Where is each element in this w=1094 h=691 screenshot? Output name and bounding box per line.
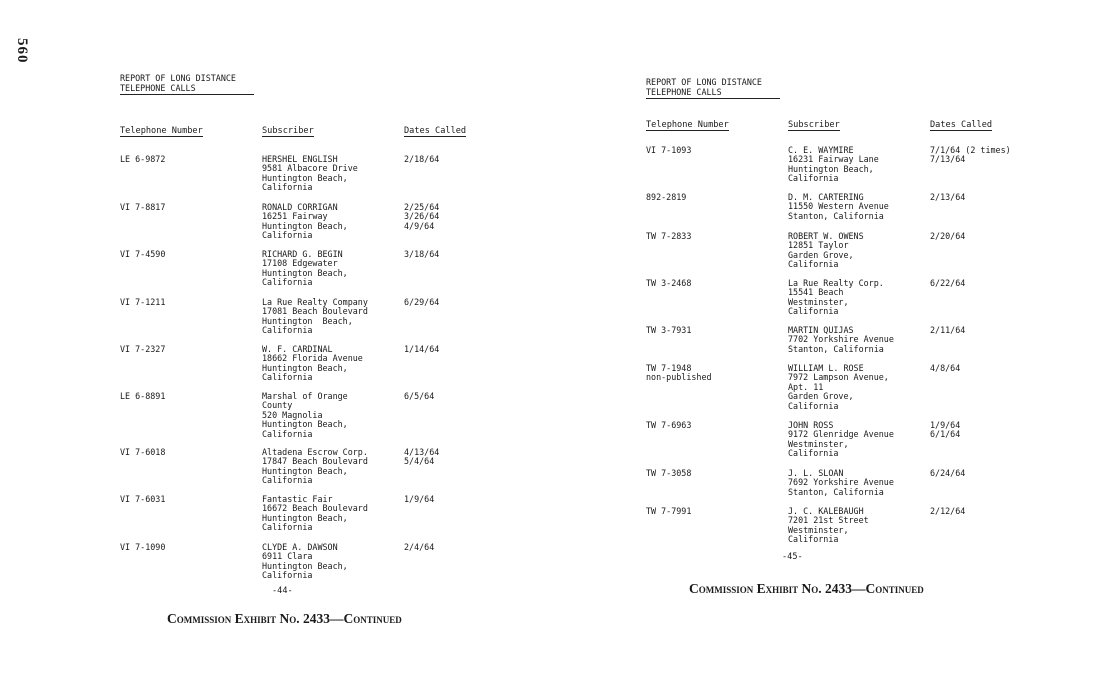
telephone-number-cell: TW 7-3058: [646, 468, 692, 478]
telephone-number-cell: VI 7-2327: [120, 344, 166, 354]
telephone-number-cell: TW 7-6963: [646, 420, 692, 430]
subscriber-cell: D. M. CARTERING 11550 Western Avenue Stanton, California: [788, 192, 889, 221]
dates-called-cell: 7/1/64 (2 times) 7/13/64: [930, 145, 1011, 165]
subscriber-cell: HERSHEL ENGLISH 9581 Albacore Drive Huntington Beach, California: [262, 154, 358, 193]
subscriber-cell: RICHARD G. BEGIN 17108 Edgewater Huntington Beach, California: [262, 249, 348, 288]
column-headers: [120, 126, 490, 138]
report-title: [646, 78, 780, 99]
dates-called-cell: 2/12/64: [930, 506, 966, 516]
subscriber-cell: W. F. CARDINAL 18662 Florida Avenue Huntington Beach, California: [262, 344, 363, 383]
header-telephone-number: Telephone Number: [646, 120, 729, 130]
subscriber-cell: JOHN ROSS 9172 Glenridge Avenue Westminster, California: [788, 420, 894, 459]
subscriber-cell: ROBERT W. OWENS 12851 Taylor Garden Grove, California: [788, 231, 864, 270]
telephone-number-cell: TW 7-2833: [646, 231, 692, 241]
telephone-number-cell: LE 6-9872: [120, 154, 166, 164]
dates-called-cell: 2/4/64: [404, 542, 435, 552]
subscriber-cell: J. C. KALEBAUGH 7201 21st Street Westminster, California: [788, 506, 869, 545]
telephone-number-cell: VI 7-8817: [120, 202, 166, 212]
telephone-number-cell: VI 7-6018: [120, 447, 166, 457]
left-page: [120, 73, 490, 581]
subscriber-cell: J. L. SLOAN 7692 Yorkshire Avenue Stanton, California: [788, 468, 894, 497]
dates-called-cell: 1/9/64 6/1/64: [930, 420, 961, 440]
dates-called-cell: 2/18/64: [404, 154, 440, 164]
dates-called-cell: 6/29/64: [404, 297, 440, 307]
subscriber-cell: WILLIAM L. ROSE 7972 Lampson Avenue, Apt. 11 Garden Grove, California: [788, 363, 889, 411]
report-title-line2: TELEPHONE CALLS: [120, 82, 196, 93]
dates-called-cell: 2/13/64: [930, 192, 966, 202]
header-dates-called: Dates Called: [930, 120, 993, 130]
dates-called-cell: 1/9/64: [404, 494, 435, 504]
dates-called-cell: 2/20/64: [930, 231, 966, 241]
telephone-number-cell: VI 7-1093: [646, 145, 692, 155]
subscriber-cell: La Rue Realty Corp. 15541 Beach Westminster, California: [788, 278, 884, 317]
dates-called-cell: 6/22/64: [930, 278, 966, 288]
dates-called-cell: 4/13/64 5/4/64: [404, 447, 440, 467]
subscriber-cell: RONALD CORRIGAN 16251 Fairway Huntington Beach, California: [262, 202, 348, 241]
subscriber-cell: CLYDE A. DAWSON 6911 Clara Huntington Beach, California: [262, 542, 348, 581]
dates-called-cell: 4/8/64: [930, 363, 961, 373]
subscriber-cell: MARTIN QUIJAS 7702 Yorkshire Avenue Stanton, California: [788, 325, 894, 354]
dates-called-cell: 2/25/64 3/26/64 4/9/64: [404, 202, 440, 231]
telephone-number-cell: VI 7-1090: [120, 542, 166, 552]
dates-called-cell: 6/24/64: [930, 468, 966, 478]
report-title-line2: TELEPHONE CALLS: [646, 86, 722, 97]
exhibit-caption-left: Commission Exhibit No. 2433—Continued: [167, 611, 402, 626]
telephone-number-cell: VI 7-6031: [120, 494, 166, 504]
header-subscriber: Subscriber: [788, 120, 840, 130]
telephone-number-cell: VI 7-4590: [120, 249, 166, 259]
header-subscriber: Subscriber: [262, 126, 314, 136]
header-telephone-number: Telephone Number: [120, 126, 203, 136]
telephone-number-cell: TW 3-2468: [646, 278, 692, 288]
subscriber-cell: La Rue Realty Company 17081 Beach Boulevard Huntington Beach, California: [262, 297, 368, 336]
telephone-number-cell: TW 7-1948 non-published: [646, 363, 712, 383]
report-title-line1: REPORT OF LONG DISTANCE: [646, 77, 762, 87]
dates-called-cell: 2/11/64: [930, 325, 966, 335]
telephone-number-cell: VI 7-1211: [120, 297, 166, 307]
page-folio-right: -45-: [782, 552, 803, 562]
telephone-number-cell: 892-2819: [646, 192, 687, 202]
report-title-line1: REPORT OF LONG DISTANCE: [120, 73, 236, 83]
subscriber-cell: Altadena Escrow Corp. 17847 Beach Boulevard Huntington Beach, California: [262, 447, 368, 486]
report-title: [120, 74, 254, 95]
dates-called-cell: 3/18/64: [404, 249, 440, 259]
dates-called-cell: 1/14/64: [404, 344, 440, 354]
telephone-number-cell: TW 7-7991: [646, 506, 692, 516]
header-dates-called: Dates Called: [404, 126, 467, 136]
page-folio-left: -44-: [272, 586, 293, 596]
exhibit-caption-right: Commission Exhibit No. 2433—Continued: [689, 581, 924, 596]
subscriber-cell: Marshal of Orange County 520 Magnolia Huntington Beach, California: [262, 391, 348, 439]
dates-called-cell: 6/5/64: [404, 391, 435, 401]
subscriber-cell: Fantastic Fair 16672 Beach Boulevard Huntington Beach, California: [262, 494, 368, 533]
column-headers: [646, 120, 1036, 132]
telephone-number-cell: LE 6-8891: [120, 391, 166, 401]
right-page: [646, 77, 1036, 545]
subscriber-cell: C. E. WAYMIRE 16231 Fairway Lane Huntington Beach, California: [788, 145, 879, 184]
page-number: 560: [14, 38, 30, 64]
telephone-number-cell: TW 3-7931: [646, 325, 692, 335]
